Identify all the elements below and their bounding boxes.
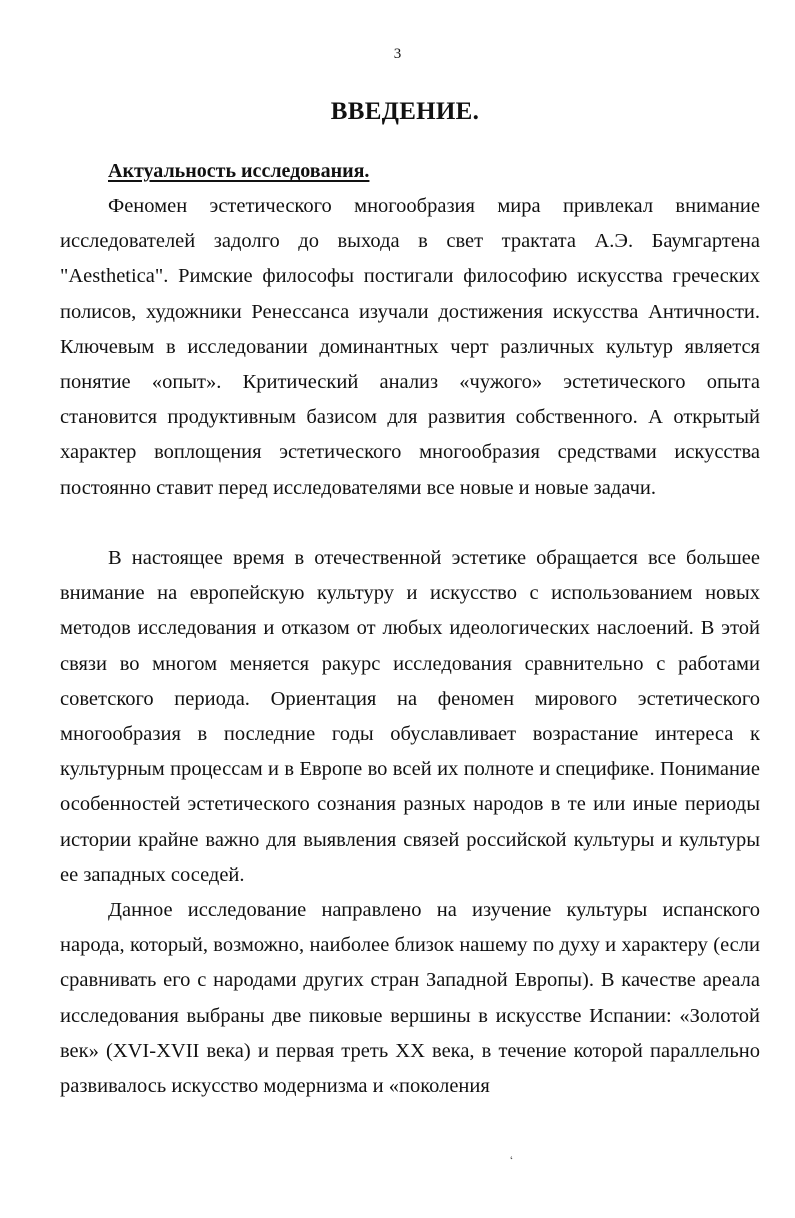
page-number: 3 — [393, 46, 402, 62]
paragraph: Феномен эстетического многообразия мира привлекал внимание исследователей задолго до выхода в свет трактата А.Э. Баумгартена "Aesthetica". Римские философы постигали философию искусства греческих полисов, художники Ренессанса изучали достижения искусства Античности. Ключевым в исследовании доминантных черт различных культур является понятие «опыт». Критический анализ «чужого» эстетического опыта становится продуктивным базисом для развития собственного. А открытый характер воплощения эстетического многообразия средствами искусства постоянно ставит перед исследователями все новые и новые задачи. — [60, 195, 760, 499]
section-heading: Актуальность исследования. — [108, 160, 370, 182]
page-title: ВВЕДЕНИЕ. — [330, 98, 480, 125]
scan-artifact: ‘ — [508, 1152, 516, 1168]
paragraph: В настоящее время в отечественной эстетике обращается все большее внимание на европейскую культуру и искусство с использованием новых методов исследования и отказом от любых идеологических наслоений. В этой связи во многом меняется ракурс исследования сравнительно с работами советского периода. Ориентация на феномен мирового эстетического многообразия в последние годы обуславливает возрастание интереса к культурным процессам и в Европе во всей их полноте и специфике. Понимание особенностей эстетического сознания разных народов в те или иные периоды истории крайне важно для выявления связей российской культуры и культуры ее западных соседей. — [60, 547, 760, 886]
paragraph: Данное исследование направлено на изучение культуры испанского народа, который, возможно, наиболее близок нашему по духу и характеру (если сравнивать его с народами других стран Западной Европы). В качестве ареала исследования выбраны две пиковые вершины в искусстве Испании: «Золотой век» (XVI-XVII века) и первая треть XX века, в течение которой параллельно развивалось искусство модернизма и «поколения — [60, 899, 760, 1098]
